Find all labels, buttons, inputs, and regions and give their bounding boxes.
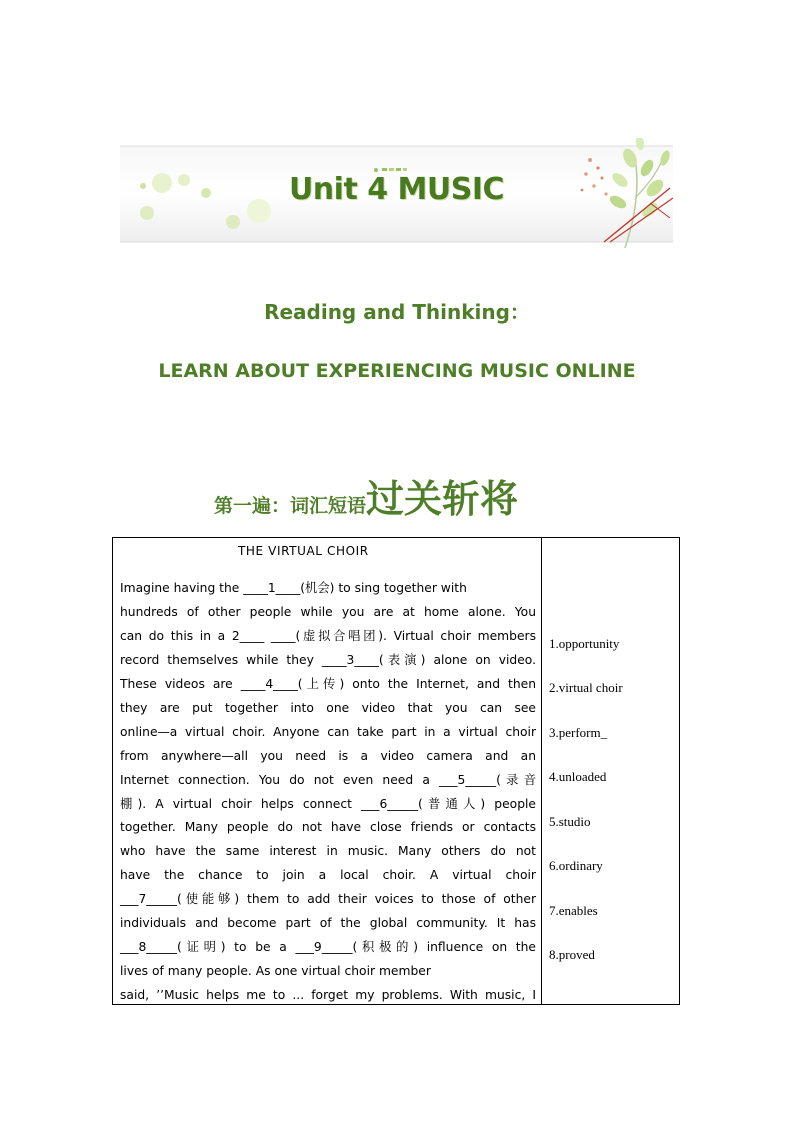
passage-line: ___8_____(证明) to be a ___9_____(积极的) influence on the	[120, 940, 536, 954]
answer-item: 7.enables	[549, 903, 598, 918]
answer-item: 6.ordinary	[549, 858, 603, 873]
passage-line: hundreds of other people while you are at home alone. You	[120, 605, 536, 619]
answer-item: 4.unloaded	[549, 769, 607, 784]
passage-title: THE VIRTUAL CHOIR	[238, 544, 369, 558]
passage-line: ___7_____(使能够) them to add their voices to those of other	[120, 892, 536, 906]
passage-line: from anywhere—all you need is a video camera and an	[120, 749, 536, 763]
lesson-title: LEARN ABOUT EXPERIENCING MUSIC ONLINE	[158, 360, 636, 382]
passage-line: together. Many people do not have close friends or contacts	[120, 820, 536, 834]
passage-line: who have the same interest in music. Many others do not	[120, 844, 536, 858]
passage-line: Imagine having the ____1____(机会) to sing together with	[120, 581, 467, 595]
answer-item: 1.opportunity	[549, 636, 620, 651]
subtitle: Reading and Thinking：	[264, 300, 530, 324]
passage-line: they are put together into one video that you can see	[120, 701, 536, 715]
passage-line: These videos are ____4____(上传) onto the Internet, and then	[120, 677, 536, 691]
answer-item: 8.proved	[549, 947, 595, 962]
passage-line: record themselves while they ____3____(表演) alone on video.	[120, 653, 536, 667]
section-heading	[214, 468, 519, 521]
passage-line: individuals and become part of the global community. It has	[120, 916, 536, 930]
passage-line: have the chance to join a local choir. A virtual choir	[120, 868, 536, 882]
answer-item: 2.virtual choir	[549, 680, 623, 695]
answer-item: 5.studio	[549, 814, 591, 829]
passage-line: can do this in a 2____ ____(虚拟合唱团). Virtual choir members	[120, 629, 536, 643]
column-divider	[541, 538, 542, 1004]
section-emphasis: 过关斩将	[366, 477, 519, 521]
unit-banner	[120, 138, 673, 248]
passage-line: lives of many people. As one virtual choir member	[120, 964, 431, 978]
section-prefix: 第一遍：词汇短语	[214, 495, 367, 517]
passage-line: said, ’’Music helps me to ... forget my problems. With music, I	[120, 988, 536, 1002]
passage-line: online—a virtual choir. Anyone can take part in a virtual choir	[120, 725, 536, 739]
exercise-table	[112, 537, 680, 1005]
passage-line: Internet connection. You do not even need a ___5_____(录音	[120, 773, 536, 787]
unit-title: Unit 4 MUSIC	[288, 172, 505, 207]
answer-item: 3.perform_	[549, 725, 608, 740]
passage-line: 棚). A virtual choir helps connect ___6_____(普通人) people	[120, 797, 536, 811]
